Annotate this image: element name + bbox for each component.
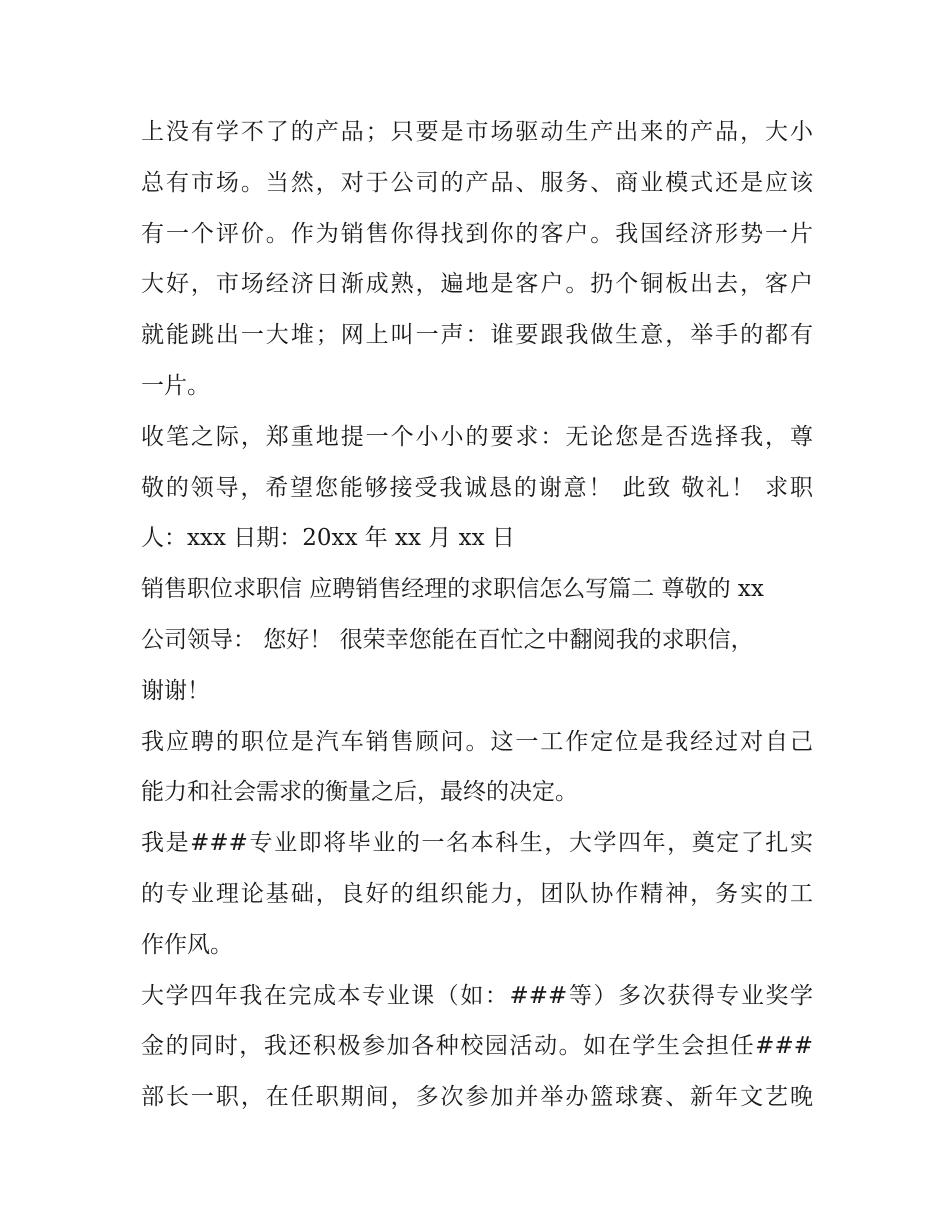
- text-line: 的专业理论基础，良好的组织能力，团队协作精神，务实的工: [141, 880, 813, 907]
- text-line: 作作风。: [141, 931, 233, 958]
- text-line: 总有市场。当然，对于公司的产品、服务、商业模式还是应该: [141, 169, 813, 196]
- text-line: 我是###专业即将毕业的一名本科生，大学四年，奠定了扎实: [141, 830, 813, 857]
- text-line: 能力和社会需求的衡量之后，最终的决定。: [141, 779, 578, 806]
- text-line: 敬的领导，希望您能够接受我诚恳的谢意！ 此致 敬礼！ 求职: [141, 474, 813, 501]
- text-line: 人：xxx 日期：20xx 年 xx 月 xx 日: [141, 525, 515, 552]
- text-line: 上没有学不了的产品；只要是市场驱动生产出来的产品，大小: [141, 119, 813, 145]
- text-line: 我应聘的职位是汽车销售顾问。这一工作定位是我经过对自己: [141, 728, 813, 755]
- text-line: 大好，市场经济日渐成熟，遍地是客户。扔个铜板出去，客户: [141, 271, 813, 298]
- text-line: 部长一职，在任职期间，多次参加并举办篮球赛、新年文艺晚: [141, 1084, 813, 1111]
- text-line: 大学四年我在完成本专业课（如：###等）多次获得专业奖学: [141, 982, 813, 1009]
- text-line: 收笔之际，郑重地提一个小小的要求：无论您是否选择我，尊: [141, 423, 813, 450]
- text-line: 一片。: [141, 372, 210, 399]
- text-line: 有一个评价。作为销售你得找到你的客户。我国经济形势一片: [141, 220, 813, 247]
- text-line: 公司领导： 您好！ 很荣幸您能在百忙之中翻阅我的求职信，: [141, 626, 754, 653]
- text-line: 就能跳出一大堆；网上叫一声：谁要跟我做生意，举手的都有: [141, 322, 813, 349]
- text-line: 金的同时，我还积极参加各种校园活动。如在学生会担任###: [141, 1033, 813, 1060]
- text-line: 谢谢！: [141, 677, 210, 704]
- text-line: 销售职位求职信 应聘销售经理的求职信怎么写篇二 尊敬的 xx: [141, 576, 764, 603]
- document-body: [141, 107, 813, 1123]
